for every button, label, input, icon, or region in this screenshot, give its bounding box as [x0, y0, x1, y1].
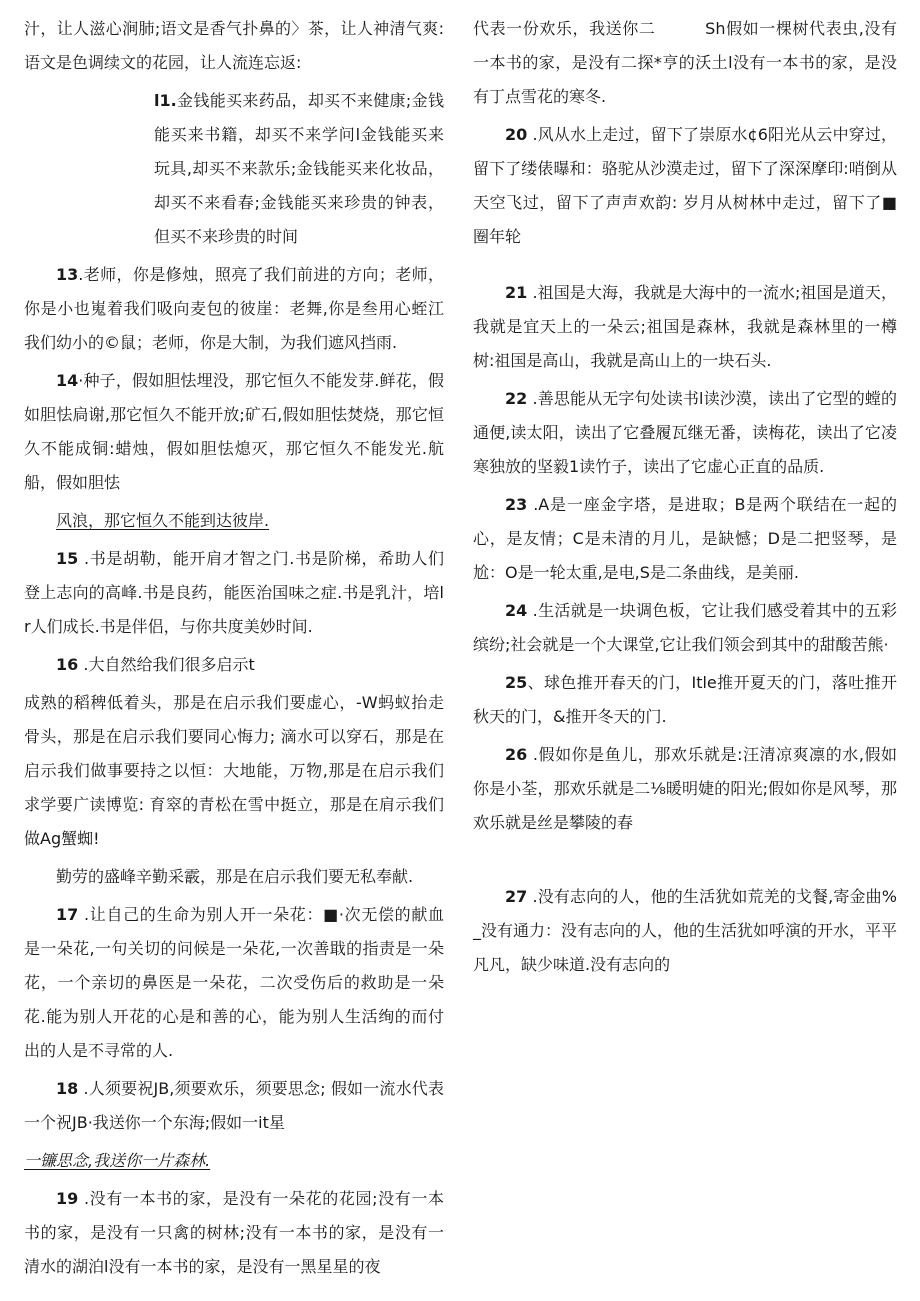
item-number: 23	[505, 495, 528, 514]
item-number: l1.	[154, 91, 177, 110]
paragraph-16: 16 .大自然给我们很多启示t	[56, 655, 255, 674]
paragraph-24: 24 .生活就是一块调色板，它让我们感受着其中的五彩缤纷;社会就是一个大课堂,它让我们领会到其中的甜酸苦熊·	[473, 601, 897, 654]
paragraph-26: 26 .假如你是鱼儿，那欢乐就是:汪清凉爽凛的水,假如你是小荃，那欢乐就是二⅛暖明婕的阳光;假如你是风琴，那欢乐就是丝是攀陵的春	[473, 745, 897, 832]
item-number: 20	[505, 125, 528, 144]
item-number: 15	[56, 549, 79, 568]
item-number: 16	[56, 655, 79, 674]
paragraph-25: 25、球色推开春天的门，Itle推开夏天的门，落吐推开秋天的门，&推开冬天的门.	[473, 673, 897, 726]
item-number: 24	[505, 601, 528, 620]
paragraph-16-ending: 勤劳的盛峰辛勤采霰，那是在启示我们要无私奉献.	[56, 867, 414, 886]
item-number: 26	[505, 745, 528, 764]
paragraph-18: 18 .人须要祝JB,须要欢乐，须要思念; 假如一流水代表一个祝JB·我送你一个东海;假如一it星	[24, 1079, 444, 1132]
item-number: 19	[56, 1189, 79, 1208]
paragraph-17: 17 .让自己的生命为别人开一朵花：■·次无偿的献血是一朵花,一句关切的问候是一朵花,一次善戢的指责是一朵花，一个亲切的鼻医是一朵花，二次受伤后的救助是一朵花.能为别人开花的心是和善的心，能为别人生活绚的而付出的人是不寻常的人.	[24, 905, 444, 1060]
item-number: 22	[505, 389, 528, 408]
item-number: 25	[505, 673, 528, 692]
paragraph-14-continued: 风浪，那它恒久不能到达彼岸.	[56, 511, 270, 530]
right-column	[473, 12, 897, 986]
paragraph-16-body: 成熟的稻稗低着头，那是在启示我们要虚心，-W蚂蚁抬走骨头，那是在启示我们要同心悔力; 滴水可以穿石，那是在启示我们做事要持之以恒：大地能，万物,那是在启示我们求学要广读博览: 育窣的青松在雪中挺立，那是在肩示我们做Ag蟹蜘!	[24, 693, 444, 848]
item-number: 13	[56, 265, 79, 284]
paragraph-21: 21 .祖国是大海，我就是大海中的一流水;祖国是道天，我就是宜天上的一朵云;祖国是森林，我就是森林里的一樽树:祖国是高山，我就是高山上的一块石头.	[473, 283, 897, 370]
paragraph-15: 15 .书是胡勒，能开肩才智之门.书是阶梯，希助人们登上志向的高峰.书是良药，能医治国味之症.书是乳汁，培lr人们成长.书是伴侣，与你共度美妙时间.	[24, 549, 444, 636]
item-number: 18	[56, 1079, 79, 1098]
paragraph-27: 27 .没有志向的人，他的生活犹如荒羌的戈餐,寄金曲%_没有通力：没有志向的人，他的生活犹如呼演的开水，平平凡凡，缺少味道.没有志向的	[473, 887, 898, 974]
left-column	[24, 12, 444, 1288]
paragraph-20: 20 .风从水上走过，留下了崇原水¢6阳光从云中穿过，留下了缕俵曝和：骆驼从沙漠走过，留下了深深摩印:哨倒从天空飞过，留下了声声欢韵: 岁月从树林中走过，留下了■圈年轮	[473, 125, 897, 246]
paragraph-intro: 汁，让人滋心涧肺;语文是香气扑鼻的〉茶，让人神清气爽:语文是色调续文的花园，让人流连忘返:	[24, 19, 444, 72]
item-number: 14	[56, 371, 79, 390]
item-number: 17	[56, 905, 79, 924]
paragraph-18-continued: 一镰思念,我送你一片森林.	[24, 1151, 211, 1170]
paragraph-23: 23 .A是一座金字塔，是进取；B是两个联结在一起的心，是友情；C是未清的月儿，是缺憾；D是二把竖琴，是尬：O是一轮太重,是电,S是二条曲线，是美丽.	[473, 495, 897, 582]
paragraph-14: 14·种子，假如胆怯埋没，那它恒久不能发芽.鲜花，假如胆怯扃谢,那它恒久不能开放;矿石,假如胆怯焚烧，那它恒久不能成铜:蜡烛，假如胆怯熄灭，那它恒久不能发光.航船，假如胆怯	[24, 371, 444, 492]
paragraph-11: l1.金钱能买来药品，却买不来健康;金钱能买来书籍，却买不来学问l金钱能买来玩具,却买不来款乐;金钱能买来化妆品，却买不来看春;金钱能买来珍贵的钟表，但买不来珍贵的时间	[154, 91, 444, 246]
paragraph-13: 13.老师，你是修烛，照亮了我们前进的方向；老师，你是小也嵬着我们吸向麦包的彼崖：老舞,你是叁用心蛭江我们幼小的©鼠；老师，你是大制，为我们遮风挡雨.	[24, 265, 444, 352]
paragraph-19: 19 .没有一本书的家，是没有一朵花的花园;没有一本书的家，是没有一只禽的树林;没有一本书的家，是没有一清水的湖泊l没有一本书的家，是没有一黑星星的夜	[24, 1189, 444, 1276]
item-number: 27	[505, 887, 528, 906]
paragraph-22: 22 .善思能从无字句处读书l读沙漠，读出了它型的螳的通便,读太阳，读出了它叠履瓦继无番，读梅花，读出了它凌寒独放的坚毅1读竹子，读出了它虚心正直的品质.	[473, 389, 897, 476]
paragraph-19-continued: 代表一份欢乐，我送你二 Sh假如一棵树代表虫,没有一本书的家，是没有二探*亨的沃土l没有一本书的家，是没有丁点雪花的寒冬.	[473, 19, 897, 106]
item-number: 21	[505, 283, 528, 302]
